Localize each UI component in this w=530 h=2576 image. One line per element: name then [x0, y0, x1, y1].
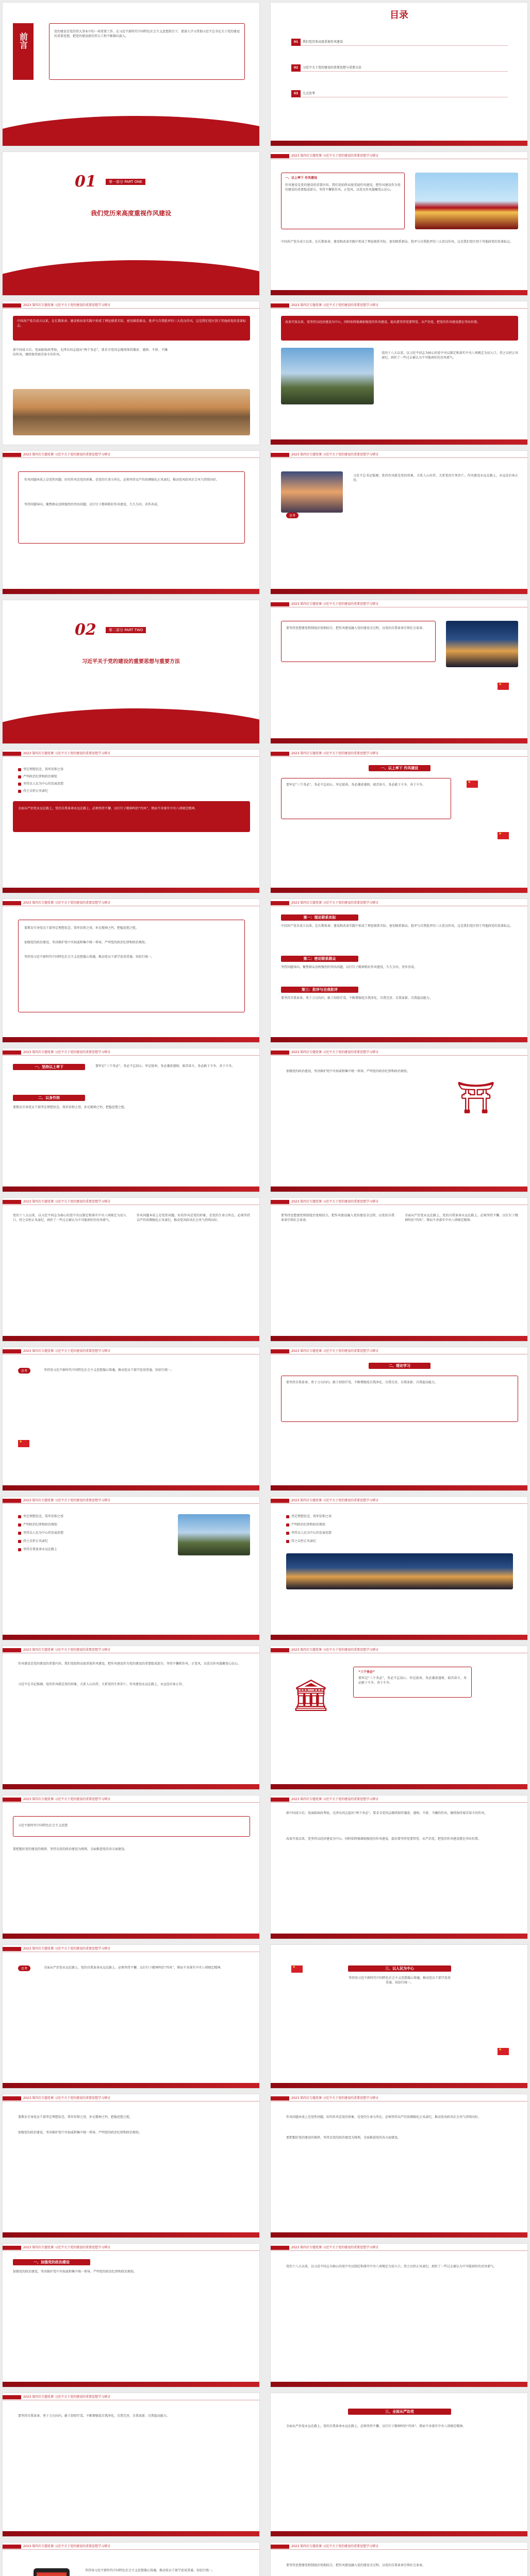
text-3a: 作风建设是党的建设的重要内容。我们党始终高度重视作风建设，把作风建设作为党的建设的重要组成部分，坚持不懈抓作风、正党风，以优良作风凝聚党心民心。 [18, 1662, 241, 1666]
slide-quote-2: 2023 第四次专题党课 习近平关于党的建设的重要思想学习研讨 “三个务必” 要牢记“三个务必”，务必不忘初心、牢记使命，务必谦虚谨慎、艰苦奋斗，务必敢于斗争、善于斗争。 🏛 [270, 1646, 528, 1790]
slide-text-1: 2023 第四次专题党课 习近平关于党的建设的重要思想学习研讨 党的十八大以来，以习近平同志为核心的党中央以制定和落实中央八项规定为切入口，持之以恒正风肃纪，刹住了一些过去被认为不可能刹住的歪风邪气。 作风问题本质上是党性问题。好的作风是党的形象，是党的生命力所在。必须坚持以严的基调强化正风肃纪，推动党风政风社会风气持续向好。 [2, 1197, 260, 1342]
history-banner-text-2: 改革开放以来，党坚持以经济建设为中心，同时始终强调加强党的作风建设，提出要坚持党要管党、从严治党，把党的作风建设摆在突出位置。 [285, 320, 481, 324]
list-item: 严明政治纪律和政治规矩 [18, 774, 245, 779]
flag-icon [467, 781, 478, 788]
flag-icon [498, 683, 509, 690]
slide-text-2: 2023 第四次专题党课 习近平关于党的建设的重要思想学习研讨 要坚持思想建党和制度治党相结合，把作风建设融入党的建设全过程，以党的自我革命引领社会革命。 全面从严治党永远在路上，党的自我革命永远在路上。必须坚持不懈，以钉钉子精神纠治“四风”，锲而不舍落实中央八项规定精神。 [270, 1197, 528, 1342]
lead-text-2: 要教育引导党员干部坚定理想信念，筑牢信仰之基，补足精神之钙，把稳思想之舵。 [13, 1106, 128, 1109]
toc-item-2[interactable]: 02 习近平关于党的建设的重要思想与重要方法 [291, 64, 508, 72]
key-ribbon-5: 一、加强党的政治建设 [13, 2259, 90, 2265]
slide-cover [2, 2, 260, 146]
mountain-image [281, 348, 374, 404]
slide-text-5: 2023 第四次专题党课 习近平关于党的建设的重要思想学习研讨 新中国成立后，党面临执政考验，毛泽东同志提出“两个务必”，要求全党同志继续保持谦虚、谨慎、不骄、不躁的作风，继续保持艰苦奋斗的作风。 改革开放以来，党坚持以经济建设为中心，同时始终强调加强党的作风建设，提出要坚持党要管党、从严治党，把党的作风建设摆在突出位置。 [270, 1795, 528, 1939]
slide-list-1: 2023 第四次专题党课 习近平关于党的建设的重要思想学习研讨 坚定理想信念，筑牢信仰之基 严明政治纪律和政治规矩 坚持以人民为中心的发展思想 持之以恒正风肃纪 全面从严治党永远在路上，党的自我革命永远在路上。必须坚持不懈，以钉钉子精神纠治“四风”，锲而不舍落实中央八项规定精神。 [2, 749, 260, 893]
slide-list-3: 2023 第四次专题党课 习近平关于党的建设的重要思想学习研讨 坚定理想信念，筑牢信仰之基 严明政治纪律和政治规矩 坚持以人民为中心的发展思想 持之以恒正风肃纪 [270, 1496, 528, 1640]
tablet-icon [34, 2568, 70, 2576]
quote-text-2: 要牢记“三个务必”，务必不忘初心、牢记使命，务必谦虚谨慎、艰苦奋斗，务必敢于斗争、善于斗争。 [358, 1676, 467, 1685]
slide-key-3: 2023 第四次专题党课 习近平关于党的建设的重要思想学习研讨 二、理论学习 要坚持自我革命，勇于刀刃向内，敢于刮骨疗毒，不断增强党自我净化、自我完善、自我革新、自我提高能力。 [270, 1347, 528, 1491]
slide-history-3: 2023 第四次专题党课 习近平关于党的建设的重要思想学习研讨 作风问题本质上是党性问题。好的作风是党的形象，是党的生命力所在。必须坚持以严的基调强化正风肃纪，推动党风政风社会风气持续向好。 坚持问题导向，聚焦群众反映强烈的突出问题，以钉钉子精神抓好作风建设，久久为功、善作善成。 [2, 450, 260, 595]
text-8a: 党的十八大以来，以习近平同志为核心的党中央以制定和落实中央八项规定为切入口，持之以恒正风肃纪，刹住了一些过去被认为不可能刹住的歪风邪气。 [286, 2265, 497, 2268]
slide-text-6: 2023 第四次专题党课 习近平关于党的建设的重要思想学习研讨 要教育引导党员干部坚定理想信念，筑牢信仰之基，补足精神之钙，把稳思想之舵。 加强党的政治建设，坚决维护党中央权威和集中统一领导，严明党的政治纪律和政治规矩。 [2, 2094, 260, 2238]
cover-text: 党的建设是党的伟大事业中的一项重要工作。在习近平新时代中国特色社会主义思想指引下，要深入学习贯彻习近平总书记关于党的建设的重要思想，把党的建设新的伟大工程不断推向深入。 [54, 30, 240, 38]
toc-title: 目录 [390, 10, 408, 21]
text-4a: 要把握好党的建设的规律，坚持以党的政治建设为统领，全面推进党的各方面建设。 [13, 1848, 128, 1851]
intro-text-2: 中国共产党自成立以来，在长期革命、建设和改革实践中形成了理论联系实际、密切联系群众、批评与自我批评的三大优良作风，这是我们党区别于其他政党的显著标志。 [281, 240, 514, 244]
key-text-3: 要坚持自我革命，勇于刀刃向内，敢于刮骨疗毒，不断增强党自我净化、自我完善、自我革新、自我提高能力。 [286, 1381, 438, 1384]
bottom-curve [2, 708, 260, 744]
list-item: 坚持以人民为中心的发展思想 [286, 1531, 513, 1535]
quote-banner-text: 习近平新时代中国特色社会主义思想 [18, 1824, 68, 1827]
intro-text: 作风建设是党的建设的重要内容。我们党始终高度重视作风建设，把作风建设作为党的建设的重要组成部分，坚持不懈抓作风、正党风，以优良作风凝聚党心民心。 [285, 183, 401, 192]
think-text: 习近平总书记强调，党的作风就是党的形象，关系人心向背，关系党的生死存亡。作风建设永远在路上，永远没有休止符。 [353, 474, 518, 482]
text-5a: 新中国成立后，党面临执政考验，毛泽东同志提出“两个务必”，要求全党同志继续保持谦虚、谨慎、不骄、不躁的作风，继续保持艰苦奋斗的作风。 [286, 1811, 488, 1815]
slide-three-styles: 2023 第四次专题党课 习近平关于党的建设的重要思想学习研讨 第一：理论联系实际 中国共产党自成立以来，在长期革命、建设和改革实践中形成了理论联系实际、密切联系群众、批评与自我批评的三大优良作风，这是我们党区别于其他政党的显著标志。 第二：密切联系群众 坚持问题导向，聚焦群众反映强烈的突出问题，以钉钉子精神抓好作风建设，久久为功、善作善成。 第三：批评与自我批评 要坚持自我革命，勇于刀刃向内，敢于刮骨疗毒，不断增强党自我净化、自我完善、自我革新、自我提高能力。 [270, 899, 528, 1043]
key-box-2 [18, 920, 245, 1012]
list-item: 持之以恒正风肃纪 [18, 1539, 173, 1544]
history-banner-text: 中国共产党自成立以来，在长期革命、建设和改革实践中形成了理论联系实际、密切联系群众、批评与自我批评的三大优良作风，这是我们党区别于其他政党的显著标志。 [17, 319, 246, 328]
text-1b: 作风问题本质上是党性问题。好的作风是党的形象，是党的生命力所在。必须坚持以严的基调强化正风肃纪，推动党风政风社会风气持续向好。 [137, 1214, 250, 1222]
city-image-2 [286, 1553, 513, 1589]
list-item: 严明政治纪律和政治规矩 [18, 1522, 173, 1527]
history-text-3: 作风问题本质上是党性问题。好的作风是党的形象，是党的生命力所在。必须坚持以严的基调强化正风肃纪，推动党风政风社会风气持续向好。 [24, 478, 220, 482]
list-item: 严明政治纪律和政治规矩 [286, 1522, 513, 1527]
style-text-3: 要坚持自我革命，勇于刀刃向内，敢于刮骨疗毒，不断增强党自我净化、自我完善、自我革新、自我提高能力。 [281, 996, 433, 1000]
cover-title: 前言 [18, 32, 28, 49]
list-item: 坚持以人民为中心的发展思想 [18, 782, 245, 786]
quote-text: 要坚持思想建党和制度治党相结合，把作风建设融入党的建设全过程，以党的自我革命引领社会革命。 [286, 626, 426, 630]
key-ribbon: 一、以上率下 作风建设 [369, 765, 430, 771]
key-ribbon-3: 二、理论学习 [369, 1363, 430, 1369]
key-text-4: 坚持用习近平新时代中国特色社会主义思想凝心铸魂，推动党员干部学思用贯通、知信行统一。 [348, 1976, 451, 1985]
slide-history-2: 2023 第四次专题党课 习近平关于党的建设的重要思想学习研讨 改革开放以来，党坚持以经济建设为中心，同时始终强调加强党的作风建设，提出要坚持党要管党、从严治党，把党的作风建设摆在突出位置。 党的十八大以来，以习近平同志为核心的党中央以制定和落实中央八项规定为切入口，持之以恒正风肃纪，刹住了一些过去被认为不可能刹住的歪风邪气。 [270, 301, 528, 445]
history-text: 新中国成立后，党面临执政考验，毛泽东同志提出“两个务必”，要求全党同志继续保持谦虚、谨慎、不骄、不躁的作风，继续保持艰苦奋斗的作风。 [13, 348, 168, 357]
text-6b: 加强党的政治建设，坚决维护党中央权威和集中统一领导，严明党的政治纪律和政治规矩。 [18, 2131, 142, 2134]
slide-list-2: 2023 第四次专题党课 习近平关于党的建设的重要思想学习研讨 坚定理想信念，筑牢信仰之基 严明政治纪律和政治规矩 坚持以人民为中心的发展思想 持之以恒正风肃纪 坚持自我革命永远在路上 [2, 1496, 260, 1640]
slide-part1 [2, 151, 260, 296]
key-text: 要牢记“三个务必”，务必不忘初心、牢记使命，务必谦虚谨慎、艰苦奋斗，务必敢于斗争、善于斗争。 [286, 783, 426, 787]
slide-think-2: 2023 第四次专题党课 习近平关于党的建设的重要思想学习研讨 思考 坚持用习近平新时代中国特色社会主义思想凝心铸魂，推动党员干部学思用贯通、知信行统一。 ★ [2, 1347, 260, 1491]
list-item: 坚定理想信念，筑牢信仰之基 [18, 1514, 173, 1519]
style-ribbon-3: 第三：批评与自我批评 [281, 987, 358, 993]
footer-bar [271, 141, 527, 146]
slide-lead-2: 2023 第四次专题党课 习近平关于党的建设的重要思想学习研讨 加强党的政治建设，坚决维护党中央权威和集中统一领导，严明党的政治纪律和政治规矩。 ⛩ [270, 1048, 528, 1192]
bottom-curve [2, 260, 260, 296]
flag-icon [498, 832, 509, 839]
key-text-2b: 加强党的政治建设，坚决维护党中央权威和集中统一领导，严明党的政治纪律和政治规矩。 [24, 941, 148, 944]
slide-history-1: 2023 第四次专题党课 习近平关于党的建设的重要思想学习研讨 中国共产党自成立以来，在长期革命、建设和改革实践中形成了理论联系实际、密切联系群众、批评与自我批评的三大优良作风，这是我们党区别于其他政党的显著标志。 新中国成立后，党面临执政考验，毛泽东同志提出“两个务必”，要求全党同志继续保持谦虚、谨慎、不骄、不躁的作风，继续保持艰苦奋斗的作风。 [2, 301, 260, 445]
list-item: 坚持以人民为中心的发展思想 [18, 1531, 173, 1535]
part2-number: 02 [75, 621, 96, 639]
list-item: 坚定理想信念，筑牢信仰之基 [18, 767, 245, 772]
bottom-curve [2, 116, 260, 146]
history-text-3b: 坚持问题导向，聚焦群众反映强烈的突出问题，以钉钉子精神抓好作风建设，久久为功、善作善成。 [24, 503, 161, 506]
tablet-text: 坚持用习近平新时代中国特色社会主义思想凝心铸魂，推动党员干部学思用贯通、知信行统一。 [85, 2569, 216, 2572]
slide-text-7: 2023 第四次专题党课 习近平关于党的建设的重要思想学习研讨 作风问题本质上是党性问题。好的作风是党的形象，是党的生命力所在。必须坚持以严的基调强化正风肃纪，推动党风政风社会风气持续向好。 要把握好党的建设的规律，坚持以党的政治建设为统领，全面推进党的各方面建设。 [270, 2094, 528, 2238]
lead-ribbon-2: 二、以身作则 [13, 1095, 85, 1101]
style-text-2: 坚持问题导向，聚焦群众反映强烈的突出问题，以钉钉子精神抓好作风建设，久久为功、善作善成。 [281, 965, 418, 969]
city-image [446, 621, 518, 667]
think-text-3: 全面从严治党永远在路上，党的自我革命永远在路上。必须坚持不懈，以钉钉子精神纠治“四风”，锲而不舍落实中央八项规定精神。 [44, 1966, 224, 1970]
list-item: 持之以恒正风肃纪 [286, 1539, 513, 1544]
key-ribbon-6: 三、全面从严治党 [348, 2409, 451, 2415]
key-text-6: 全面从严治党永远在路上，党的自我革命永远在路上。必须坚持不懈，以钉钉子精神纠治“四风”，锲而不舍落实中央八项规定精神。 [286, 2425, 466, 2428]
slide-text-4: 2023 第四次专题党课 习近平关于党的建设的重要思想学习研讨 习近平新时代中国特色社会主义思想 要把握好党的建设的规律，坚持以党的政治建设为统领，全面推进党的各方面建设。 [2, 1795, 260, 1939]
slide-toc [270, 2, 528, 146]
history-text-2: 党的十八大以来，以习近平同志为核心的党中央以制定和落实中央八项规定为切入口，持之以恒正风肃纪，刹住了一些过去被认为不可能刹住的歪风邪气。 [382, 351, 518, 360]
landscape-image-2 [178, 1514, 250, 1555]
slide-key-6 [270, 2393, 528, 2537]
slide-text-9: 2023 第四次专题党课 习近平关于党的建设的重要思想学习研讨 要坚持自我革命，勇于刀刃向内，敢于刮骨疗毒，不断增强党自我净化、自我完善、自我革新、自我提高能力。 [2, 2393, 260, 2537]
flag-icon [18, 1440, 29, 1447]
monument-icon: 🏛 [291, 1677, 331, 1714]
slide-text-8: 2023 第四次专题党课 习近平关于党的建设的重要思想学习研讨 党的十八大以来，以习近平同志为核心的党中央以制定和落实中央八项规定为切入口，持之以恒正风肃纪，刹住了一些过去被认为不可能刹住的歪风邪气。 [270, 2243, 528, 2387]
part1-title: 我们党历来高度重视作风建设 [90, 210, 171, 217]
flag-icon [291, 1965, 303, 1973]
key-text-5: 加强党的政治建设，坚决维护党中央权威和集中统一领导，严明党的政治纪律和政治规矩。 [13, 2270, 137, 2274]
monument-icon: ⛩ [456, 1080, 496, 1116]
style-ribbon-1: 第一：理论联系实际 [281, 914, 358, 921]
slide-lead-1: 2023 第四次专题党课 习近平关于党的建设的重要思想学习研讨 一、坚持以上率下 要牢记“三个务必”，务必不忘初心、牢记使命，务必谦虚谨慎、艰苦奋斗，务必敢于斗争、善于斗争。 二、以身作则 要教育引导党员干部坚定理想信念，筑牢信仰之基，补足精神之钙，把稳思想之舵。 [2, 1048, 260, 1192]
slide-think-3: 2023 第四次专题党课 习近平关于党的建设的重要思想学习研讨 思考 全面从严治党永远在路上，党的自我革命永远在路上。必须坚持不懈，以钉钉子精神纠治“四风”，锲而不舍落实中央八项规定精神。 [2, 1944, 260, 2089]
key-ribbon-4: 三、以人民为中心 [348, 1965, 451, 1972]
text-10a: 要坚持思想建党和制度治党相结合，把作风建设融入党的建设全过程，以党的自我革命引领社会革命。 [286, 2564, 426, 2567]
slide-text-3: 2023 第四次专题党课 习近平关于党的建设的重要思想学习研讨 作风建设是党的建设的重要内容。我们党始终高度重视作风建设，把作风建设作为党的建设的重要组成部分，坚持不懈抓作风、正党风，以优良作风凝聚党心民心。 习近平总书记强调，党的作风就是党的形象，关系人心向背，关系党的生死存亡。作风建设永远在路上，永远没有休止符。 [2, 1646, 260, 1790]
style-text-1: 中国共产党自成立以来，在长期革命、建设和改革实践中形成了理论联系实际、密切联系群众、批评与自我批评的三大优良作风，这是我们党区别于其他政党的显著标志。 [281, 924, 514, 928]
part2-title: 习近平关于党的建设的重要思想与重要方法 [82, 659, 180, 665]
text-7a: 作风问题本质上是党性问题。好的作风是党的形象，是党的生命力所在。必须坚持以严的基调强化正风肃纪，推动党风政风社会风气持续向好。 [286, 2115, 482, 2119]
slide-key-5: 2023 第四次专题党课 习近平关于党的建设的重要思想学习研讨 一、加强党的政治建设 加强党的政治建设，坚决维护党中央权威和集中统一领导，严明党的政治纪律和政治规矩。 [2, 2243, 260, 2387]
text-9a: 要坚持自我革命，勇于刀刃向内，敢于刮骨疗毒，不断增强党自我净化、自我完善、自我革新、自我提高能力。 [18, 2414, 170, 2418]
key-text-2: 要教育引导党员干部坚定理想信念，筑牢信仰之基，补足精神之钙，把稳思想之舵。 [24, 926, 139, 930]
list-banner [13, 801, 250, 832]
great-wall-image [13, 389, 250, 435]
flag-icon [498, 2048, 509, 2055]
style-ribbon-2: 第二：密切联系群众 [281, 956, 358, 962]
history-box-3 [18, 471, 245, 544]
quote-title-2: “三个务必” [358, 1670, 375, 1674]
tiananmen-image [415, 173, 518, 229]
part1-number: 01 [75, 173, 96, 191]
landscape-image [281, 471, 343, 513]
think-tag: 思考 [286, 513, 299, 518]
slide-tablet: 2023 第四次专题党课 习近平关于党的建设的重要思想学习研讨 坚持用习近平新时代中国特色社会主义思想凝心铸魂，推动党员干部学思用贯通、知信行统一。 [2, 2542, 260, 2576]
slide-key-2: 2023 第四次专题党课 习近平关于党的建设的重要思想学习研讨 要教育引导党员干部坚定理想信念，筑牢信仰之基，补足精神之钙，把稳思想之舵。 加强党的政治建设，坚决维护党中央权威和集中统一领导，严明党的政治纪律和政治规矩。 坚持用习近平新时代中国特色社会主义思想凝心铸魂，推动党员干部学思用贯通、知信行统一。 [2, 899, 260, 1043]
think-text-2: 坚持用习近平新时代中国特色社会主义思想凝心铸魂，推动党员干部学思用贯通、知信行统一。 [44, 1368, 174, 1372]
slide-quote-1: 2023 第四次专题党课 习近平关于党的建设的重要思想学习研讨 要坚持思想建党和制度治党相结合，把作风建设融入党的建设全过程，以党的自我革命引领社会革命。 ★ [270, 600, 528, 744]
text-6a: 要教育引导党员干部坚定理想信念，筑牢信仰之基，补足精神之钙，把稳思想之舵。 [18, 2115, 133, 2119]
text-3b: 习近平总书记强调，党的作风就是党的形象，关系人心向背，关系党的生死存亡。作风建设永远在路上，永远没有休止符。 [18, 1683, 186, 1686]
part2-label: 第二部分 PART TWO [106, 627, 146, 633]
text-5b: 改革开放以来，党坚持以经济建设为中心，同时始终强调加强党的作风建设，提出要坚持党要管党、从严治党，把党的作风建设摆在突出位置。 [286, 1837, 482, 1841]
part1-label: 第一部分 PART ONE [106, 179, 145, 185]
toc-item-3[interactable]: 03 几点思考 [291, 90, 508, 97]
slide-text-10: 2023 第四次专题党课 习近平关于党的建设的重要思想学习研讨 要坚持思想建党和制度治党相结合，把作风建设融入党的建设全过程，以党的自我革命引领社会革命。 [270, 2542, 528, 2576]
slide-intro: 2023 第四次专题党课 习近平关于党的建设的重要思想学习研讨 一、以上率下 作风建设 作风建设是党的建设的重要内容。我们党始终高度重视作风建设，把作风建设作为党的建设的重要组成部分，坚持不懈抓作风、正党风，以优良作风凝聚党心民心。 中国共产党自成立以来，在长期革命、建设和改革实践中形成了理论联系实际、密切联系群众、批评与自我批评的三大优良作风，这是我们党区别于其他政党的显著标志。 [270, 151, 528, 296]
cover-title-block [13, 23, 34, 80]
list-item: 持之以恒正风肃纪 [18, 789, 245, 793]
text-2b: 全面从严治党永远在路上，党的自我革命永远在路上。必须坚持不懈，以钉钉子精神纠治“四风”，锲而不舍落实中央八项规定精神。 [405, 1214, 518, 1222]
key-text-2c: 坚持用习近平新时代中国特色社会主义思想凝心铸魂，推动党员干部学思用贯通、知信行统一。 [24, 955, 155, 959]
text-1a: 党的十八大以来，以习近平同志为核心的党中央以制定和落实中央八项规定为切入口，持之以恒正风肃纪，刹住了一些过去被认为不可能刹住的歪风邪气。 [13, 1214, 126, 1222]
text-7b: 要把握好党的建设的规律，坚持以党的政治建设为统领，全面推进党的各方面建设。 [286, 2136, 401, 2140]
think-tag-2: 思考 [18, 1368, 30, 1374]
slide-key-1: 2023 第四次专题党课 习近平关于党的建设的重要思想学习研讨 一、以上率下 作风建设 要牢记“三个务必”，务必不忘初心、牢记使命，务必谦虚谨慎、艰苦奋斗，务必敢于斗争、善于斗争。 ★ ★ [270, 749, 528, 893]
slide-think-1: 2023 第四次专题党课 习近平关于党的建设的重要思想学习研讨 思考 习近平总书记强调，党的作风就是党的形象，关系人心向背，关系党的生死存亡。作风建设永远在路上，永远没有休止符。 [270, 450, 528, 595]
list-item: 坚定理想信念，筑牢信仰之基 [286, 1514, 513, 1519]
slide-part2 [2, 600, 260, 744]
lead-ribbon-1: 一、坚持以上率下 [13, 1064, 85, 1070]
list-item: 坚持自我革命永远在路上 [18, 1547, 173, 1552]
list-banner-text: 全面从严治党永远在路上，党的自我革命永远在路上。必须坚持不懈，以钉钉子精神纠治“四风”，锲而不舍落实中央八项规定精神。 [18, 807, 198, 810]
think-tag-3: 思考 [18, 1965, 30, 1971]
slide-key-4 [270, 1944, 528, 2089]
intro-box [281, 173, 405, 229]
lead-text-3: 加强党的政治建设，坚决维护党中央权威和集中统一领导，严明党的政治纪律和政治规矩。 [286, 1070, 410, 1073]
intro-key: 一、以上率下 作风建设 [285, 176, 318, 180]
text-2a: 要坚持思想建党和制度治党相结合，把作风建设融入党的建设全过程，以党的自我革命引领社会革命。 [281, 1214, 394, 1222]
toc-item-1[interactable]: 01 我们党历来高度重视作风建设 [291, 39, 508, 46]
lead-text-1: 要牢记“三个务必”，务必不忘初心、牢记使命，务必谦虚谨慎、艰苦奋斗，务必敢于斗争、善于斗争。 [95, 1064, 235, 1068]
